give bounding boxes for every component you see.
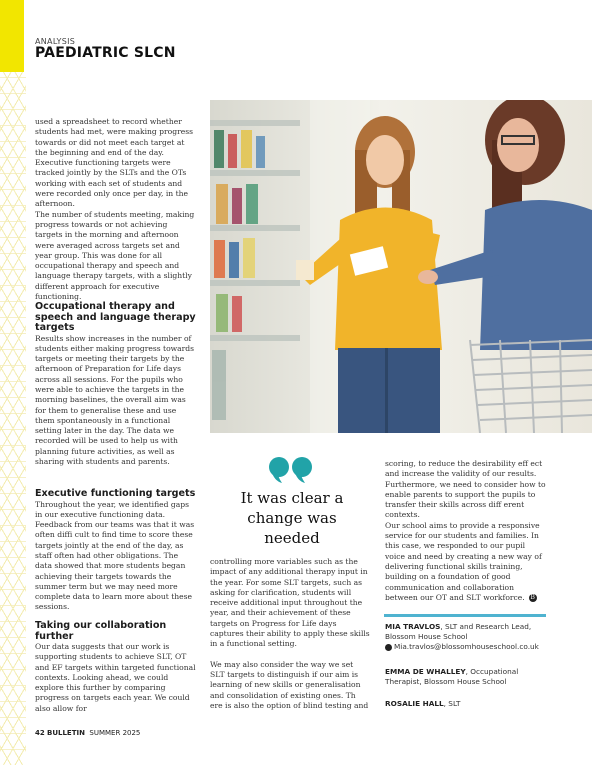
author-credit	[385, 622, 547, 652]
author-name: MIA TRAVLOS	[385, 622, 441, 631]
column-3	[385, 459, 547, 603]
decorative-side-strip	[0, 0, 26, 765]
author-credit	[385, 699, 547, 709]
author-name: ROSALIE HALL	[385, 699, 444, 708]
paragraph: The number of students meeting, making progress towards or not achieving targets in the morning and afternoon were averaged across targets set and year group. This was done for all occupational therapy and speech and language therapy targets, with a slightly different approach for executive functioning.	[35, 209, 195, 302]
author-divider	[384, 614, 546, 617]
author-credit	[385, 667, 547, 687]
author-role: , Occupational Therapist, Blossom House School	[385, 667, 519, 686]
author-role: , SLT and Research Lead, Blossom House School	[385, 622, 532, 641]
paragraph-text: Our school aims to provide a responsive service for our students and families. In this case, we responded to our pupil voice and need by creating a new way of delivering functional skills training, building on a foundation of good communication and collaboration between our OT and SLT workforce.	[385, 520, 542, 602]
author-email-row	[385, 642, 547, 652]
paragraph	[385, 521, 547, 603]
article-photo-shoppers	[210, 100, 592, 433]
paragraph: Our data suggests that our work is supporting students to achieve SLT, OT and EF targets within targeted functional contexts. Looking ahead, we could explore this further by comparing progress on targets each year. We could also allow for	[35, 642, 196, 713]
column-1	[35, 117, 197, 302]
column-1-section-ef	[35, 489, 197, 613]
hexagon-pattern	[0, 72, 26, 765]
yellow-corner-block	[0, 0, 24, 72]
column-1-section-collab	[35, 621, 197, 714]
paragraph: scoring, to reduce the desirability eff ect and increase the validity of our results. Furthermore, we need to consider how to enable parents to support the pupils to transfer their skills across diff erent contexts.	[385, 459, 546, 520]
section-heading: Taking our collaboration further	[35, 620, 167, 642]
section-heading: Executive functioning targets	[35, 488, 196, 499]
paragraph: Throughout the year, we identified gaps in our executive functioning data. Feedback from our teams was that it was often diffi cult to find time to score these targets jointly at the end of the day, as staff often had other obligations. The data showed that more students began achieving their targets towards the summer term but we may need more complete data to learn more about these sessions.	[35, 499, 195, 612]
author-role: , SLT	[443, 699, 461, 708]
quote-marks-icon	[268, 456, 314, 488]
publication-name: BULLETIN	[46, 729, 85, 737]
paragraph: Results show increases in the number of students either making progress towards targets or meeting their targets by the afternoon of Preparation for Life days across all sessions. For the pupils who were able to achieve the targets in the morning baselines, the overall aim was for them to generalise these and use them spontaneously in a functional setting later in the day. The data we recorded will be used to help us with planning future activities, as well as sharing with students and parents.	[35, 333, 195, 467]
section-kicker: ANALYSIS	[35, 37, 76, 46]
paragraph: We may also consider the way we set SLT targets to distinguish if our aim is learning of new skills or generalisation and consolidation of existing ones. Th ere is also the option of blind testing and	[210, 659, 369, 710]
author-name: EMMA DE WHALLEY	[385, 667, 466, 676]
column-1-section-ot	[35, 302, 197, 467]
page-number: 42	[35, 729, 45, 737]
photo-illustration	[210, 100, 592, 433]
issue-label: SUMMER 2025	[89, 729, 141, 737]
column-2	[210, 557, 370, 711]
page-title: PAEDIATRIC SLCN	[35, 45, 176, 61]
paragraph: controlling more variables such as the impact of any additional therapy input in the year. For some SLT targets, such as asking for clarification, students will receive additional input throughout the year, and their achievement of these targets on Progress for Life days captures their ability to apply these skills in a functional setting.	[210, 557, 370, 649]
page-footer	[35, 729, 140, 737]
pull-quote: It was clear a change was needed	[240, 489, 344, 547]
bulletin-end-icon: B	[530, 593, 535, 601]
paragraph: used a spreadsheet to record whether students had met, were making progress towards or did not meet each target at the beginning and end of the day. Executive functioning targets were tracked jointly by the SLTs and the OTs working with each set of students and were recorded only once per day, in the afternoon.	[35, 117, 194, 209]
section-heading: Occupational therapy and speech and language therapy targets	[35, 301, 196, 333]
email-icon	[385, 644, 392, 651]
author-email[interactable]: Mia.travlos@blossomhouseschool.co.uk	[394, 642, 539, 651]
